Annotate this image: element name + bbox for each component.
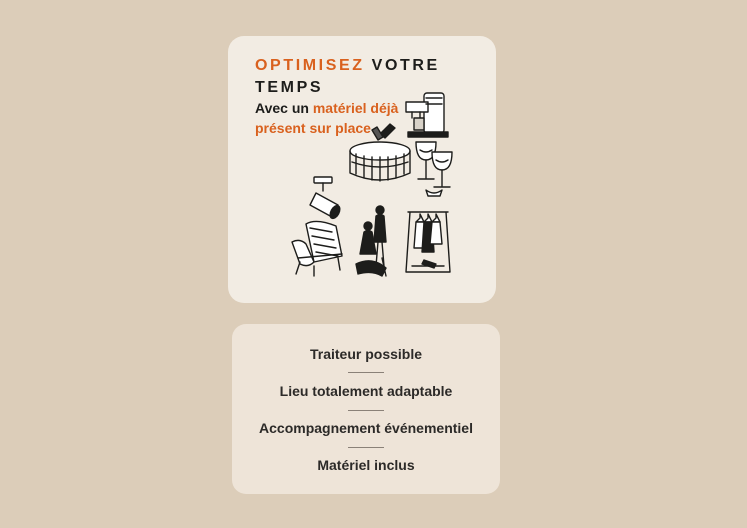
wine-glasses-icon <box>416 142 452 196</box>
feature-divider <box>348 372 384 373</box>
promo-card <box>228 36 496 303</box>
headline-accent: OPTIMISEZ <box>255 57 365 74</box>
mannequins-icon <box>356 206 386 276</box>
subline-prefix: Avec un <box>255 100 313 116</box>
clothes-rack-icon <box>406 212 450 272</box>
feature-accompagnement: Accompagnement événementiel <box>259 420 473 436</box>
coffee-machine-icon <box>406 93 448 137</box>
feature-divider <box>348 447 384 448</box>
feature-divider <box>348 410 384 411</box>
spotlight-icon <box>310 177 342 220</box>
feature-materiel-inclus: Matériel inclus <box>317 457 415 473</box>
equipment-illustration <box>228 36 496 303</box>
feature-lieu-adaptable: Lieu totalement adaptable <box>279 383 453 399</box>
feature-traiteur: Traiteur possible <box>309 346 423 362</box>
features-card <box>232 324 500 494</box>
headline-rest: VOTRE TEMPS <box>255 57 440 96</box>
armchair-icon <box>292 221 342 276</box>
subline-accent: matériel déjà présent sur place <box>255 100 399 136</box>
champagne-bucket-icon <box>350 124 410 181</box>
